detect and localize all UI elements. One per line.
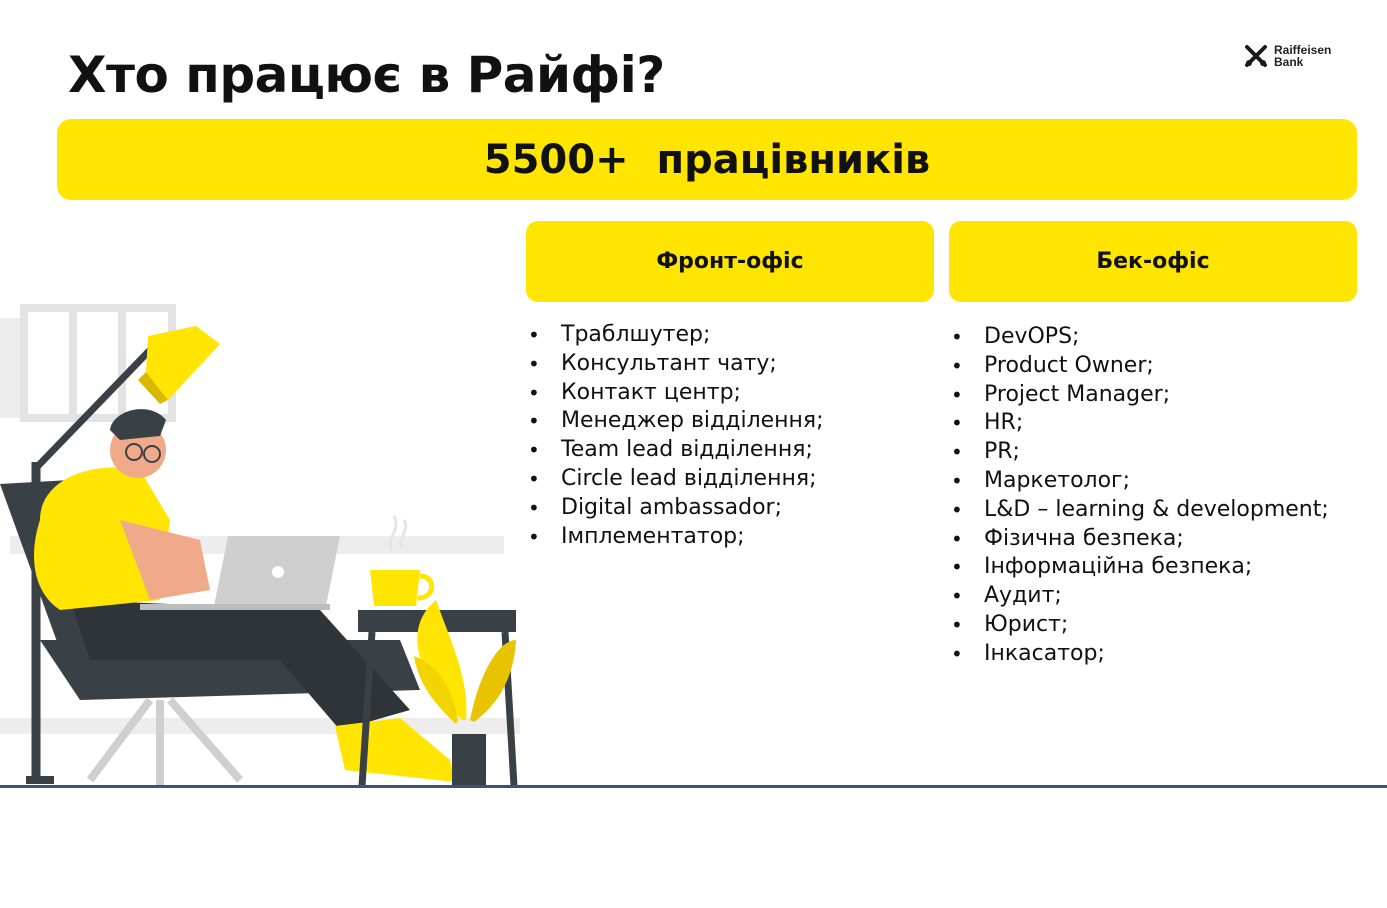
employee-count-text: 5500+ працівників: [483, 136, 931, 183]
list-item: • Product Owner;: [949, 352, 1329, 381]
list-item: • Фізична безпека;: [949, 525, 1329, 554]
logo-line-2: Bank: [1274, 55, 1304, 69]
back-office-list: [949, 323, 1329, 669]
list-item: • Digital ambassador;: [526, 494, 824, 523]
list-item: • Консультант чату;: [526, 350, 824, 379]
list-item: • Circle lead відділення;: [526, 465, 824, 494]
floor-divider: [0, 785, 1387, 788]
logo-line-1: Raiffeisen: [1274, 43, 1332, 57]
list-item: • Контакт центр;: [526, 379, 824, 408]
list-item: • Юрист;: [949, 611, 1329, 640]
front-office-header: [526, 221, 934, 302]
list-item: • Маркетолог;: [949, 467, 1329, 496]
front-office-heading: Фронт-офіс: [656, 249, 804, 274]
list-item: • PR;: [949, 438, 1329, 467]
list-item: • Інкасатор;: [949, 640, 1329, 669]
list-item: • Інформаційна безпека;: [949, 553, 1329, 582]
page-title: Хто працює в Райфі?: [68, 46, 665, 104]
worker-illustration: [0, 290, 530, 790]
list-item: • L&D – learning & development;: [949, 496, 1329, 525]
list-item: • Аудит;: [949, 582, 1329, 611]
raiffeisen-cross-icon: [1244, 44, 1268, 68]
raiffeisen-logo: [1244, 44, 1331, 68]
coffee-cup: [370, 516, 432, 606]
front-office-list: [526, 321, 824, 551]
list-item: • Team lead відділення;: [526, 436, 824, 465]
back-office-header: [949, 221, 1357, 302]
back-office-heading: Бек-офіс: [1096, 249, 1210, 274]
list-item: • Менеджер відділення;: [526, 407, 824, 436]
employee-count-banner: [57, 119, 1357, 200]
list-item: • Імплементатор;: [526, 523, 824, 552]
list-item: • DevOPS;: [949, 323, 1329, 352]
list-item: • HR;: [949, 409, 1329, 438]
logo-text: [1274, 44, 1331, 68]
list-item: • Project Manager;: [949, 381, 1329, 410]
list-item: • Траблшутер;: [526, 321, 824, 350]
